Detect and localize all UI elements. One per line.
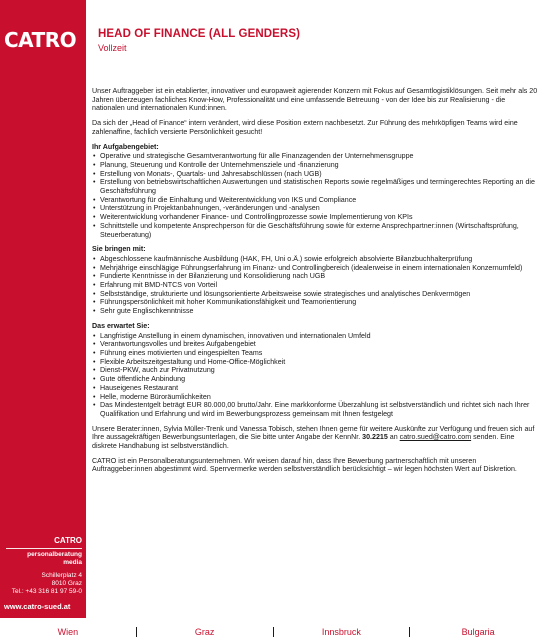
list-item: • Mehrjährige einschlägige Führungserfahrung im Finanz- und Controllingbereich (idealerweise in einem internationalen Konzernumfeld) — [92, 264, 538, 273]
closing-paragraph-2: CATRO ist ein Personalberatungsunternehmen. Wir weisen darauf hin, dass Ihre Bewerbung partnerschaftlich mit unseren Auftraggeber:innen abgestimmt wird. Sperrvermerke werden selbstverständlich berücksichtigt – wir legen höchsten Wert auf Diskretion. — [92, 456, 517, 474]
brand-sidebar — [0, 0, 86, 618]
list-item: • Planung, Steuerung und Kontrolle der Unternehmensziele und -finanzierung — [92, 161, 538, 170]
contact-phone: Tel.: +43 316 81 97 59-0 — [11, 588, 82, 595]
email-link[interactable]: catro.sued@catro.com — [399, 433, 472, 442]
contact-city: 8010 Graz — [51, 580, 82, 587]
intro-paragraph-2: Da sich der „Head of Finance“ intern verändert, wird diese Position extern nachbesetzt. Zur Führung des mehrköpfigen Teams wird eine zahlenaffine, fachlich versierte Persönlichkeit gesucht! — [92, 119, 518, 136]
list-item: • Erstellung von Monats-, Quartals- und Jahresabschlüssen (nach UGB) — [92, 170, 538, 179]
closing-text-start: Unsere Berater:innen, Sylvia Müller-Trenk und Vanessa Tobisch, stehen Ihnen gerne für weitere Auskünfte zur Verfügung und freuen sich auf Ihre aussagekräftigen Bewerbungsunterlagen, die Sie bitte unter Angabe der KennNr. — [92, 424, 535, 442]
job-header — [98, 28, 538, 53]
list-item: • Gute öffentliche Anbindung — [92, 375, 538, 384]
list-item: • Selbstständige, strukturierte und lösungsorientierte Arbeitsweise sowie strategisches und analytisches Denkvermögen — [92, 290, 538, 299]
list-item: • Führung eines motivierten und eingespielten Teams — [92, 349, 538, 358]
reference-number: 30.2215 — [362, 433, 388, 442]
job-title: HEAD OF FINANCE (ALL GENDERS) — [98, 28, 301, 40]
contact-subline-2: media — [63, 558, 82, 566]
list-item: • Führungspersönlichkeit mit hoher Kommunikationsfähigkeit und Teamorientierung — [92, 298, 538, 307]
bullet-list — [92, 152, 538, 239]
job-description — [92, 87, 538, 480]
list-item: • Abgeschlossene kaufmännische Ausbildung (HAK, FH, Uni o.Ä.) sowie erfolgreich absolvierte Bilanzbuchhalterprüfung — [92, 255, 538, 264]
footer-city-bulgaria: Bulgaria — [461, 627, 495, 637]
closing-text-mid: an — [387, 433, 400, 442]
job-subtitle: Vollzeit — [98, 43, 127, 53]
section-benefits — [92, 322, 538, 419]
footer-city-innsbruck: Innsbruck — [321, 627, 361, 637]
list-item: • Verantwortung für die Einhaltung und Weiterentwicklung von IKS und Compliance — [92, 196, 538, 205]
section-requirements — [92, 245, 538, 316]
closing-text-end: senden. Eine diskrete Handhabung ist selbstverständlich. — [92, 433, 515, 451]
list-item: • Das Mindestentgelt beträgt EUR 80.000,00 brutto/Jahr. Eine markkonforme Überzahlung ist selbstverständlich und richtet sich nach Ihrer Qualifikation und Erfahrung und wird im Bewerbungsprozess gemeinsam mit Ihnen festgelegt — [92, 401, 538, 418]
list-item: • Langfristige Anstellung in einem dynamischen, innovativen und internationalen Umfeld — [92, 332, 538, 341]
bullet-list — [92, 255, 538, 316]
section-heading: Ihr Aufgabengebiet: — [92, 142, 159, 151]
contact-website-link[interactable]: www.catro-sued.at — [4, 602, 71, 611]
section-heading: Sie bringen mit: — [92, 245, 146, 254]
list-item: • Verantwortungsvolles und breites Aufgabengebiet — [92, 340, 538, 349]
contact-street: Schillerplatz 4 — [41, 572, 82, 579]
section-heading: Das erwartet Sie: — [92, 321, 150, 330]
catro-logo: CATRO — [4, 28, 77, 52]
list-item: • Erfahrung mit BMD-NTCS von Vorteil — [92, 281, 538, 290]
closing-paragraph-1 — [92, 425, 538, 451]
footer-city-wien: Wien — [57, 627, 79, 637]
list-item: • Erstellung von betriebswirtschaftlichen Auswertungen und statistischen Reports sowie regelmäßiges und termingerechtes Reporting an die Geschäftsführung — [92, 178, 538, 195]
list-item: • Fundierte Kenntnisse in der Bilanzierung und Konsolidierung nach UGB — [92, 272, 538, 281]
office-footer — [0, 622, 546, 642]
contact-subline-1: personalberatung — [27, 551, 82, 558]
list-item: • Operative und strategische Gesamtverantwortung für alle Finanzagenden der Unternehmensgruppe — [92, 152, 538, 161]
list-item: • Schnittstelle und kompetente Ansprechperson für die Geschäftsführung sowie für externe Ansprechpartner:innen (Wirtschaftsprüfung, Steuerberatung) — [92, 222, 538, 239]
footer-city-graz: Graz — [194, 627, 215, 637]
list-item: • Weiterentwicklung vorhandener Finance- und Controllingprozesse sowie Implementierung von KPIs — [92, 213, 538, 222]
list-item: • Dienst-PKW, auch zur Privatnutzung — [92, 366, 538, 375]
contact-divider — [6, 548, 82, 549]
section-tasks — [92, 143, 538, 240]
contact-block — [0, 536, 82, 612]
list-item: • Flexible Arbeitszeitgestaltung und Home-Office-Möglichkeit — [92, 358, 538, 367]
bullet-list — [92, 332, 538, 419]
list-item: • Hauseigenes Restaurant — [92, 384, 538, 393]
intro-paragraph-1: Unser Auftraggeber ist ein etablierter, innovativer und europaweit agierender Konzern mit Fokus auf Gesamtlogistiklösungen. Seit mehr als 20 Jahren überzeugen fachliches Know-How, Professionalität und eine umfassende Betreuung - von der Idee bis zur Realisierung - die nationalen und internationalen Kund:innen. — [92, 87, 538, 113]
list-item: • Sehr gute Englischkenntnisse — [92, 307, 538, 316]
list-item: • Helle, moderne Büroräumlichkeiten — [92, 393, 538, 402]
contact-company: CATRO — [54, 536, 82, 545]
list-item: • Unterstützung in Projektanbahnungen, -veränderungen und -analysen — [92, 204, 538, 213]
